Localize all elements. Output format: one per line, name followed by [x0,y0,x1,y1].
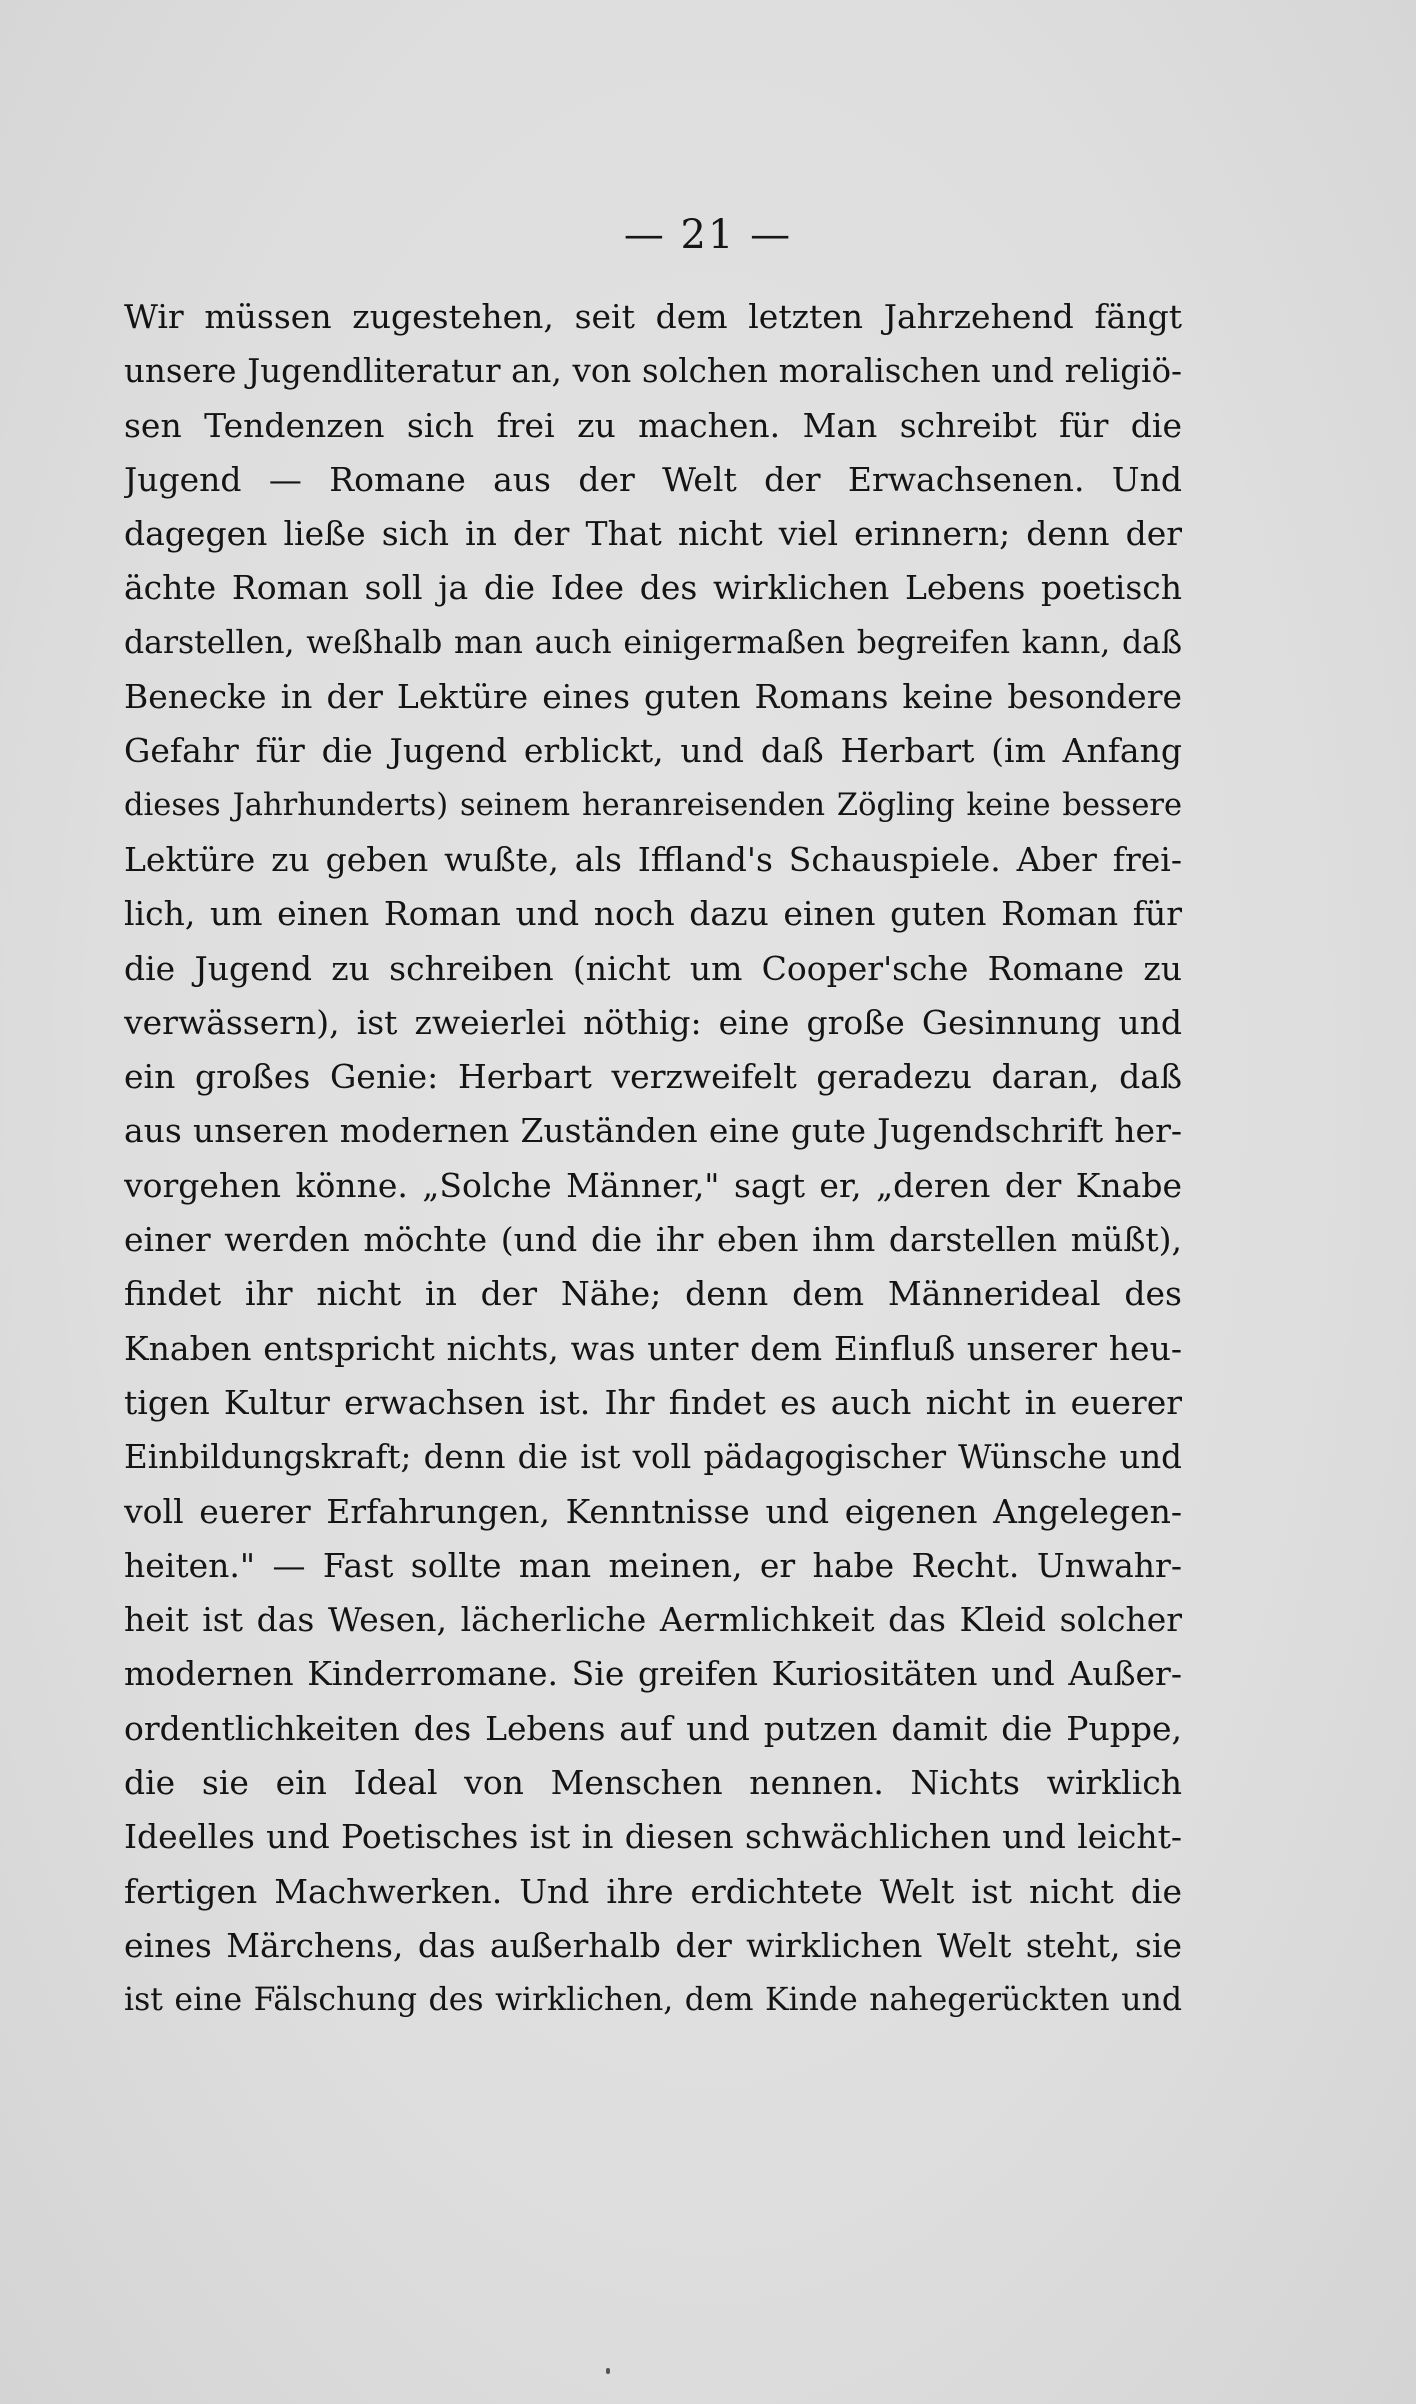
text-line: voll euerer Erfahrungen, Kenntnisse und eigenen Angelegen- [124,1491,1182,1531]
text-line: dagegen ließe sich in der That nicht viel erinnern; denn der [124,514,1182,554]
text-line: modernen Kinderromane. Sie greifen Kuriositäten und Außer- [124,1654,1182,1694]
text-line: dieses Jahrhunderts) seinem heranreisenden Zögling keine bessere [124,787,1182,823]
text-line: Gefahr für die Jugend erblickt, und daß Herbart (im Anfang [124,731,1182,771]
text-line: vorgehen könne. „Solche Männer," sagt er, „deren der Knabe [124,1165,1182,1205]
body-text [124,290,1182,2028]
text-line: lich, um einen Roman und noch dazu einen guten Roman für [124,894,1182,934]
text-line: die sie ein Ideal von Menschen nennen. Nichts wirklich [124,1763,1182,1803]
text-line: ist eine Fälschung des wirklichen, dem Kinde nahegerückten und [124,1982,1182,2019]
page-number: — 21 — [623,212,793,258]
text-line: tigen Kultur erwachsen ist. Ihr findet es auch nicht in euerer [124,1382,1182,1422]
text-line: Lektüre zu geben wußte, als Iffland's Schauspiele. Aber frei- [124,839,1182,879]
text-line: Benecke in der Lektüre eines guten Romans keine besondere [124,677,1182,717]
text-line: fertigen Machwerken. Und ihre erdichtete Welt ist nicht die [124,1871,1182,1911]
text-line: ächte Roman soll ja die Idee des wirklichen Lebens poetisch [124,568,1182,608]
text-line: Wir müssen zugestehen, seit dem letzten Jahrzehend fängt [124,297,1182,336]
paper-speck [606,2368,610,2374]
text-line: sen Tendenzen sich frei zu machen. Man schreibt für die [124,405,1182,445]
text-line: die Jugend zu schreiben (nicht um Cooper'sche Romane zu [124,948,1182,988]
text-line: ordentlichkeiten des Lebens auf und putzen damit die Puppe, [124,1708,1182,1748]
text-line: aus unseren modernen Zuständen eine gute Jugendschrift her- [124,1111,1182,1151]
text-line: Ideelles und Poetisches ist in diesen schwächlichen und leicht- [124,1817,1182,1857]
text-line: Jugend — Romane aus der Welt der Erwachsenen. Und [124,459,1182,499]
text-line: unsere Jugendliteratur an, von solchen moralischen und religiö- [124,352,1182,391]
text-line: ein großes Genie: Herbart verzweifelt geradezu daran, daß [124,1057,1182,1097]
text-line: einer werden möchte (und die ihr eben ihm darstellen müßt), [124,1220,1182,1260]
text-line: heit ist das Wesen, lächerliche Aermlichkeit das Kleid solcher [124,1600,1182,1640]
text-line: heiten." — Fast sollte man meinen, er habe Recht. Unwahr- [124,1545,1182,1585]
text-line: eines Märchens, das außerhalb der wirklichen Welt steht, sie [124,1925,1182,1965]
text-line: findet ihr nicht in der Nähe; denn dem Männerideal des [124,1274,1182,1314]
text-line: Einbildungskraft; denn die ist voll pädagogischer Wünsche und [124,1438,1182,1477]
text-line: verwässern), ist zweierlei nöthig: eine große Gesinnung und [124,1002,1182,1042]
text-line: darstellen, weßhalb man auch einigermaßen begreifen kann, daß [124,624,1182,661]
text-line: Knaben entspricht nichts, was unter dem Einfluß unserer heu- [124,1328,1182,1368]
